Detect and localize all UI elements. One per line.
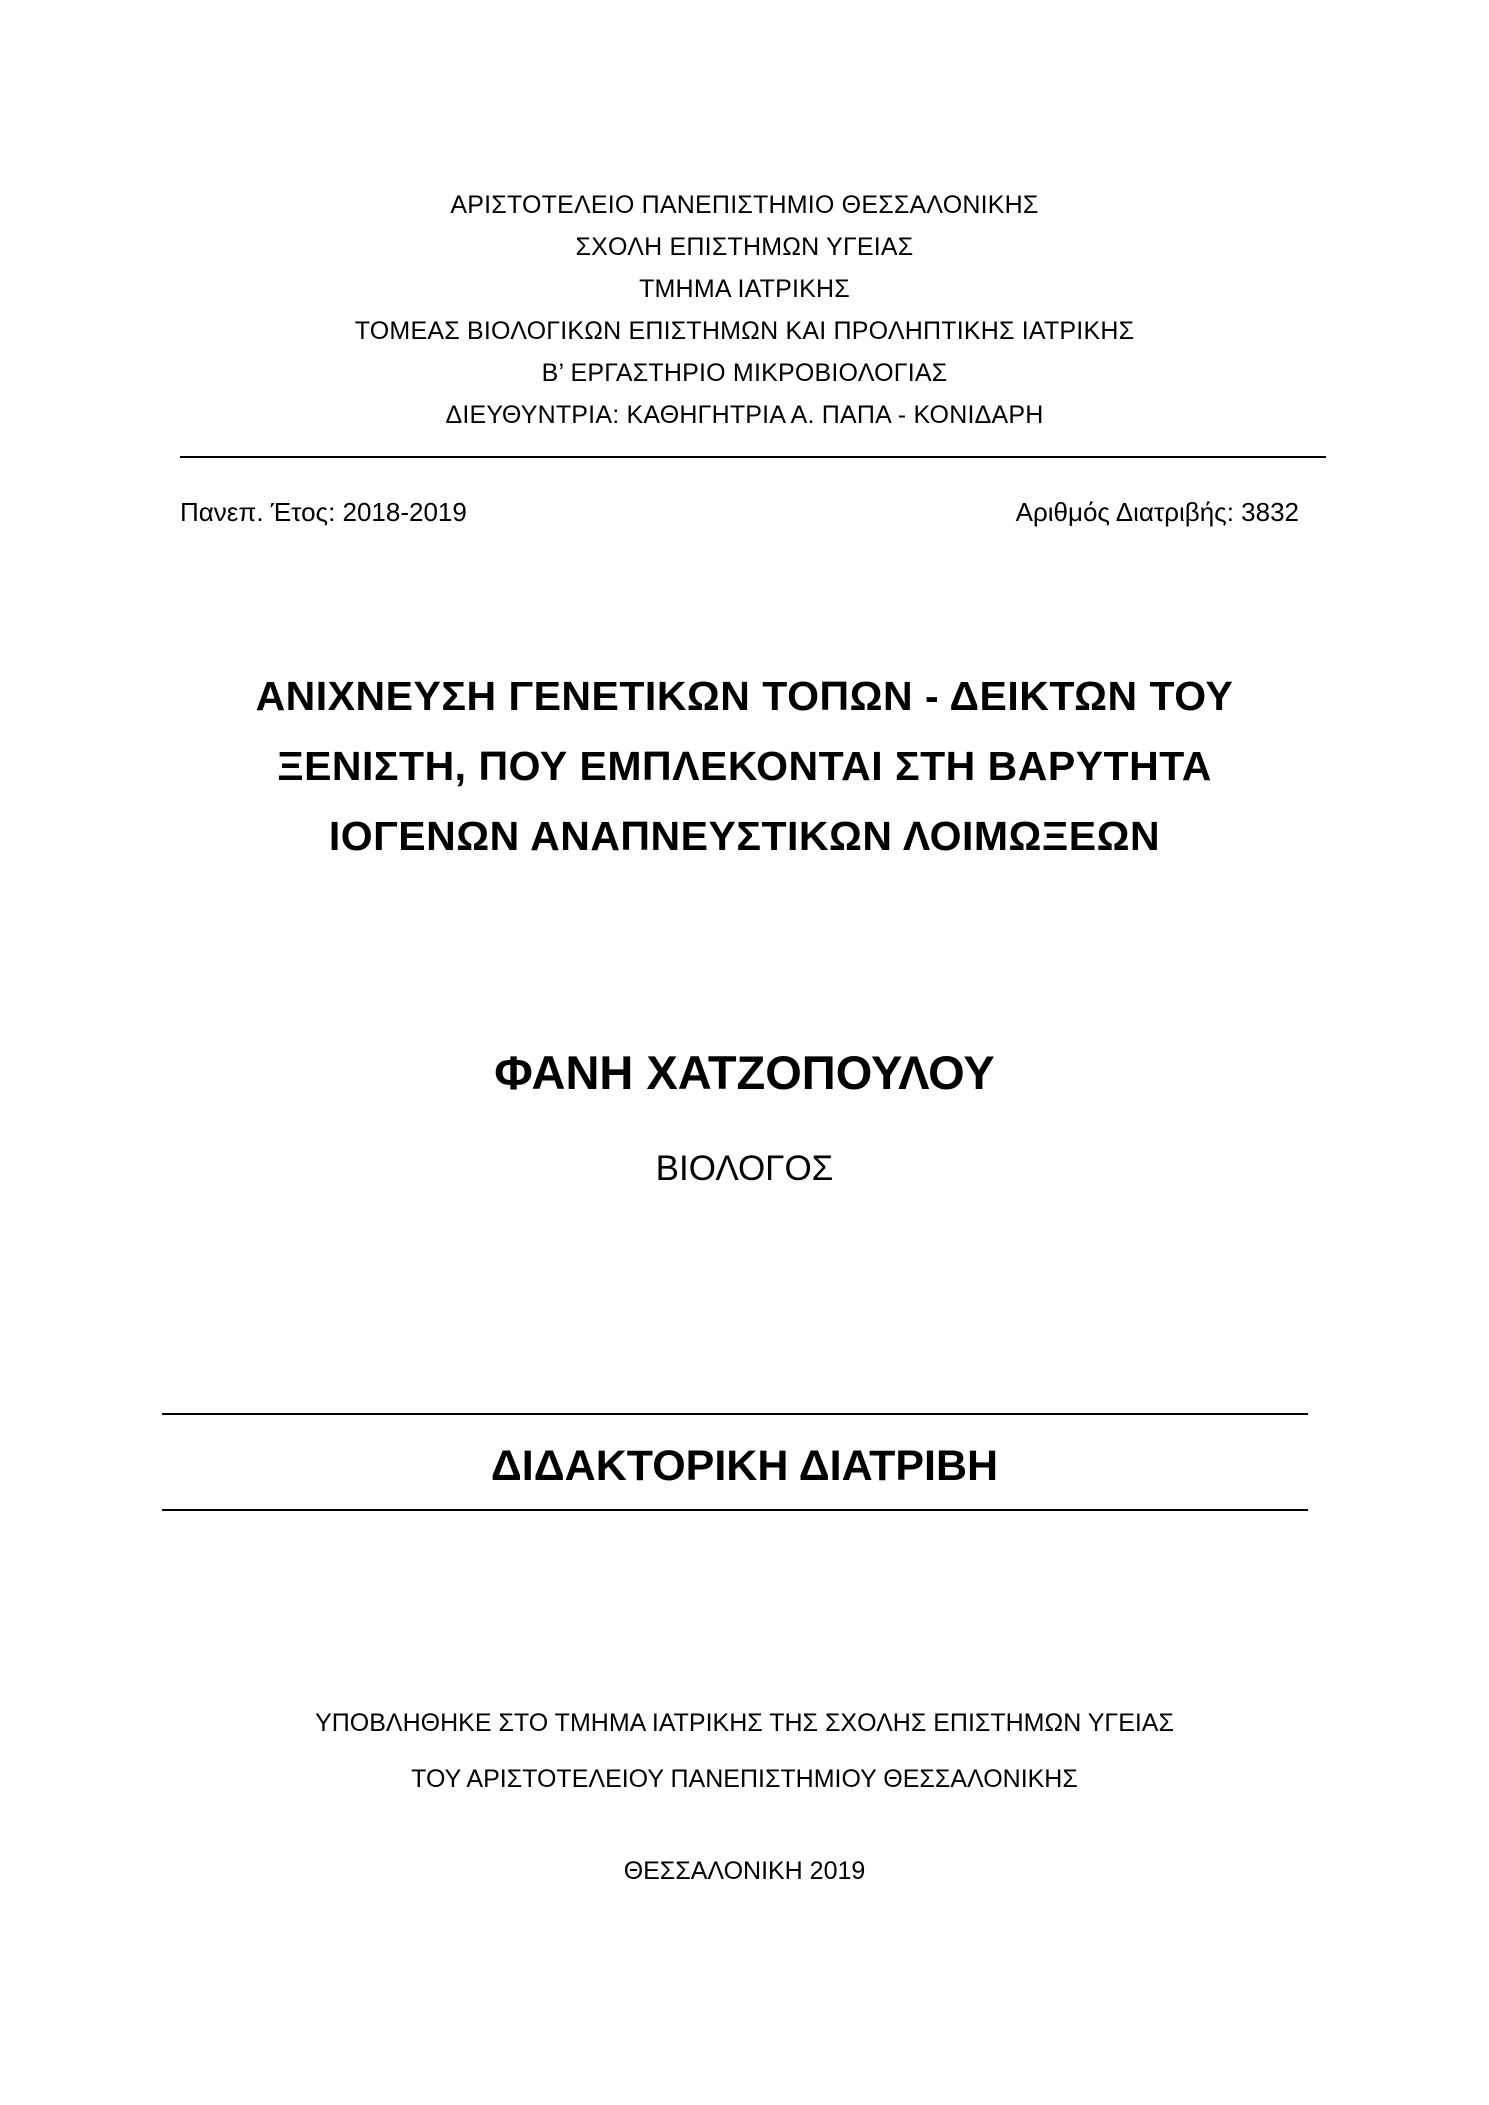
academic-year: Πανεπ. Έτος: 2018-2019 — [180, 497, 467, 527]
school-name: ΣΧΟΛΗ ΕΠΙΣΤΗΜΩΝ ΥΓΕΙΑΣ — [575, 233, 914, 261]
submission-line: ΥΠΟΒΛΗΘΗΚΕ ΣΤΟ ΤΜΗΜΑ ΙΑΤΡΙΚΗΣ ΤΗΣ ΣΧΟΛΗΣ ΕΠΙΣΤΗΜΩΝ ΥΓΕΙΑΣ — [315, 1709, 1174, 1737]
document-type-top-divider — [162, 1413, 1308, 1415]
director-name: ΔΙΕΥΘΥΝΤΡΙΑ: ΚΑΘΗΓΗΤΡΙΑ Α. ΠΑΠΑ - ΚΟΝΙΔΑΡΗ — [445, 401, 1044, 429]
place-and-year: ΘΕΣΣΑΛΟΝΙΚΗ 2019 — [623, 1857, 866, 1885]
author-profession: ΒΙΟΛΟΓΟΣ — [655, 1149, 834, 1188]
sector-name: ΤΟΜΕΑΣ ΒΙΟΛΟΓΙΚΩΝ ΕΠΙΣΤΗΜΩΝ ΚΑΙ ΠΡΟΛΗΠΤΙΚΗΣ ΙΑΤΡΙΚΗΣ — [354, 317, 1135, 345]
document-type: ΔΙΔΑΚΤΟΡΙΚΗ ΔΙΑΤΡΙΒΗ — [490, 1442, 999, 1490]
author-name: ΦΑΝΗ ΧΑΤΖΟΠΟΥΛΟΥ — [494, 1046, 995, 1099]
laboratory-name: Β’ ΕΡΓΑΣΤΗΡΙΟ ΜΙΚΡΟΒΙΟΛΟΓΙΑΣ — [541, 359, 948, 387]
institution-header — [0, 184, 1489, 436]
thesis-title-line: ΙΟΓΕΝΩΝ ΑΝΑΠΝΕΥΣΤΙΚΩΝ ΛΟΙΜΩΞΕΩΝ — [328, 813, 1161, 859]
submission-line: ΤΟΥ ΑΡΙΣΤΟΤΕΛΕΙΟΥ ΠΑΝΕΠΙΣΤΗΜΙΟΥ ΘΕΣΣΑΛΟΝΙΚΗΣ — [411, 1765, 1078, 1793]
thesis-number: Αριθμός Διατριβής: 3832 — [1015, 497, 1299, 527]
university-name: ΑΡΙΣΤΟΤΕΛΕΙΟ ΠΑΝΕΠΙΣΤΗΜΙΟ ΘΕΣΣΑΛΟΝΙΚΗΣ — [450, 191, 1039, 219]
thesis-title-line: ΞΕΝΙΣΤΗ, ΠΟΥ ΕΜΠΛΕΚΟΝΤΑΙ ΣΤΗ ΒΑΡΥΤΗΤΑ — [277, 743, 1212, 789]
thesis-title — [150, 661, 1339, 871]
department-name: ΤΜΗΜΑ ΙΑΤΡΙΚΗΣ — [639, 275, 850, 303]
document-type-bottom-divider — [162, 1509, 1308, 1511]
thesis-title-line: ΑΝΙΧΝΕΥΣΗ ΓΕΝΕΤΙΚΩΝ ΤΟΠΩΝ - ΔΕΙΚΤΩΝ ΤΟΥ — [255, 673, 1234, 719]
submission-statement — [0, 1695, 1489, 1807]
header-divider — [180, 456, 1326, 458]
